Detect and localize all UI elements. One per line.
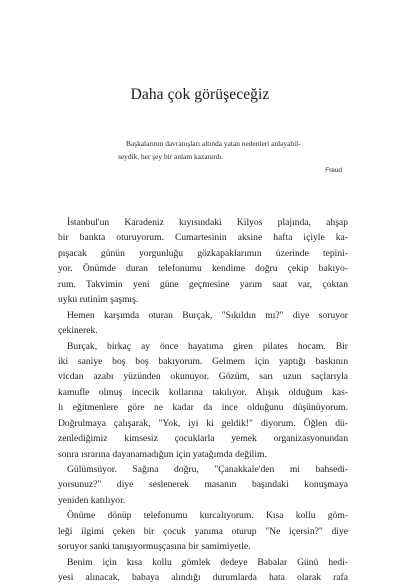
paragraph-line: leği ilgimi çeken bir çocuk yanıma oturup "Ne içersin?" diye xyxy=(58,525,348,537)
paragraph-line: Hemen karşımda oturan Burçak, "Sıkıldın mı?" diye soruyor xyxy=(67,309,348,321)
epigraph-line: seydik, her şey bir anlam kazanırdı. xyxy=(118,152,224,161)
paragraph-line: zenlediğimiz kimsesiz çocuklarla yemek organizasyonundan xyxy=(58,433,348,445)
paragraph-line: pışacak günün yorgunluğu gözkapaklarımın üzerinde tepini- xyxy=(58,247,348,259)
paragraph-line: İstanbul'un Karadeniz kıyısındaki Kilyos plajında, ahşap xyxy=(67,217,348,228)
paragraph-line: vicdan azabı yüzünden okunuyor. Gözüm, sarı uzun saçlarıyla xyxy=(58,371,348,383)
chapter-title: Daha çok görüşeceğiz xyxy=(130,86,270,103)
body-text xyxy=(58,215,348,586)
paragraph-line: kamufle olmuş incecik kollarına takılıyor. Alışık olduğum kas- xyxy=(58,386,348,398)
paragraph-line: Doğrulmaya çalışarak, "Yok, iyi ki geldik!" diyorum. Öğlen dü- xyxy=(58,417,348,429)
paragraph-line: Burçak, birkaç ay önce hayatıma giren pilates hocam. Bir xyxy=(67,340,348,352)
paragraph-line: rum. Takvimin yeni güne geçmesine yarım saat var, çoktan xyxy=(58,278,348,290)
paragraph-line: yorsunuz?" diye seslenerek masanın başındaki konuşmaya xyxy=(58,479,348,491)
epigraph-line: Başkalarının davranışları altında yatan nedenleri anlayabil- xyxy=(126,139,301,148)
paragraph-line: yesi alınacak, babaya alındığı durumlarda hata olarak rafa xyxy=(58,572,348,584)
epigraph-attribution: Freud xyxy=(325,167,342,174)
paragraph-line: Benim için kısa kollu gömlek dedeye Babalar Günü hedi- xyxy=(67,556,348,568)
epigraph xyxy=(118,137,340,163)
paragraph-line: Gülümsüyor. Sağına doğru, "Çanakkale'den mi bahsedi- xyxy=(67,464,348,475)
paragraph-line: sonra ısrarına dayanamadığım için yatağımda değilim. xyxy=(58,448,267,460)
paragraph-line: uyku rutinim şaşmış. xyxy=(58,294,139,306)
paragraph-line: bir bankta oturuyorum. Cumartesinin aksine hafta içiyle ka- xyxy=(58,232,348,244)
paragraph-line: yeniden katılıyor. xyxy=(58,494,126,506)
paragraph-line: çekinerek. xyxy=(58,325,98,337)
paragraph-line: lı eğitmenlere göre ne kadar da ince olduğunu düşünüyorum. xyxy=(58,402,348,414)
paragraph-line: soruyor sanki tanışıyormuşçasına bir samimiyetle. xyxy=(58,541,251,553)
paragraph-line: iki saniye boş boş bakıyorum. Gelmem için yaptığı baskının xyxy=(58,355,348,367)
paragraph-line: yor. Önümde duran telefonumu kendime doğru çekip bakıyo- xyxy=(58,263,348,275)
paragraph-line: Önüme dönüp telefonumu kurcalıyorum. Kısa kollu göm- xyxy=(67,510,348,522)
